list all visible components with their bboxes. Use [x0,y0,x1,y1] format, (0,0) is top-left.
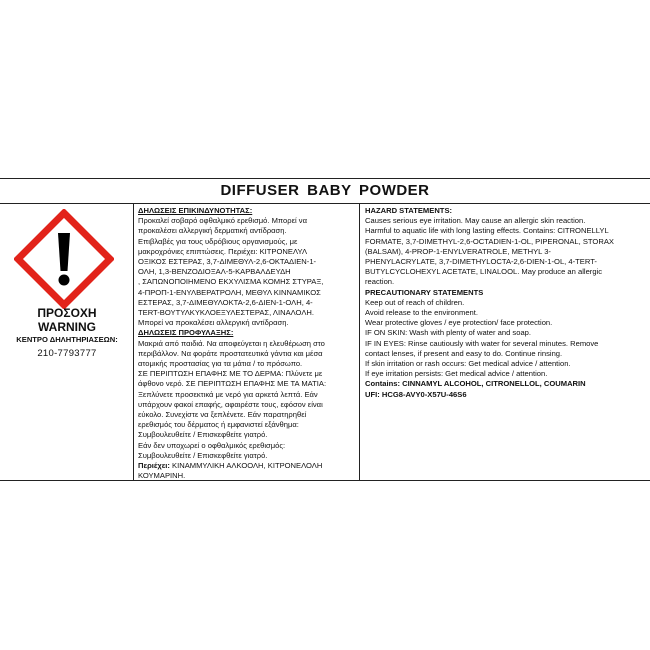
text-line: ατομικής προστασίας για τα μάτια / το πρόσωπο. [138,359,303,369]
text-line: ΣΕ ΠΕΡΙΠΤΩΣΗ ΕΠΑΦΗΣ ΜΕ ΤΟ ΔΕΡΜΑ: Πλύνετε με [138,369,323,379]
greek-contains-label: Περιέχει: [138,461,170,471]
text-line: FORMATE, 3,7-DIMETHYL-2,6-OCTADIEN-1-OL, PIPERONAL, STORAX [365,236,614,246]
product-title: DIFFUSER BABY POWDER [0,179,650,204]
text-line: προκαλέσει αλλεργική δερματική αντίδραση. [138,226,287,236]
text-line: (BALSAM), 4-PROP-1-ENYLVERATROLE, METHYL 3- [365,246,551,256]
text-line: 4-ΠΡΟΠ-1-ΕΝΥΛΒΕΡΑΤΡΟΛΗ, ΜΕΘΥΛ ΚΙΝΝΑΜΙΚΟΣ [138,287,321,297]
text-line: ΚΟΥΜΑΡΙΝΗ. [138,471,186,481]
text-line: ΕΣΤΕΡΑΣ, 3,7-ΔΙΜΕΘΥΛΟΚΤΑ-2,6-ΔΙΕΝ-1-ΟΛΗ, 4- [138,297,313,307]
text-line: BUTYLCYCLOHEXYL ACETATE, LINALOOL. May produce an allergic [365,267,603,277]
text-line: άφθονο νερό. ΣΕ ΠΕΡΙΠΤΩΣΗ ΕΠΑΦΗΣ ΜΕ ΤΑ ΜΑΤΙΑ: [138,379,327,389]
text-line: PHENYLACRYLATE, 3,7-DIMETHYLOCTA-2,6-DIEN-1-OL, 4-TERT- [365,257,597,267]
text-line: Wear protective gloves / eye protection/ face protection. [365,318,553,328]
text-line: Keep out of reach of children. [365,297,465,307]
text-line: Harmful to aquatic life with long lasting effects. Contains: CITRONELLYL [365,226,609,236]
ufi-code: UFI: HCG8-AVY0-X57U-46S6 [365,389,467,399]
text-line: ΟΞΙΚΟΣ ΕΣΤΕΡΑΣ, 3,7-ΔΙΜΕΘΥΛ-2,6-ΟΚΤΑΔΙΕΝ-1- [138,257,317,267]
text-line: Προκαλεί σοβαρό οφθαλμικό ερεθισμό. Μπορεί να [138,216,307,226]
signal-word-greek: ΠΡΟΣΟΧΗ [37,306,97,320]
text-line: ΟΛΗ, 1,3-ΒΕΝΖΟΔΙΟΞΑΛ-5-ΚΑΡΒΑΛΔΕΥΔΗ [138,267,291,277]
greek-contains-text: ΚΙΝΑΜΜΥΛΙΚΗ ΑΛΚΟΟΛΗ, ΚΙΤΡΟΝΕΛΟΛΗ [169,461,323,471]
text-line: Συμβουλευθείτε / Επισκεφθείτε γιατρό. [138,430,268,440]
text-line: If eye irritation persists: Get medical advice / attention. [365,369,548,379]
ghs-exclamation-mark-icon [14,209,114,309]
english-contains-line: Contains: CINNAMYL ALCOHOL, CITRONELLOL, COUMARIN [365,379,586,389]
greek-precaution-heading: ΔΗΛΩΣΕΙΣ ΠΡΟΦΥΛΑΞΗΣ: [138,328,234,338]
greek-statements-column [134,204,360,481]
text-line: Συμβουλευθείτε / Επισκεφθείτε γιατρό. [138,450,268,460]
text-line: Causes serious eye irritation. May cause an allergic skin reaction. [365,216,586,226]
text-line: Μπορεί να προκαλέσει αλλεργική αντίδραση. [138,318,289,328]
text-line: TERT-ΒΟΥΤΥΛΚΥΚΛΟΕΞΥΛΕΣΤΕΡΑΣ, ΛΙΝΑΛΟΛΗ. [138,308,314,318]
text-line: reaction. [365,277,395,287]
greek-contains-line [138,461,356,471]
text-line: μακροχρόνιες επιπτώσεις. Περιέχει: ΚΙΤΡΟΝΕΛΥΛ [138,246,308,256]
text-line: περιβάλλον. Να φοράτε προστατευτικά γάντια και μέσα [138,348,323,358]
text-line: Ξεπλύνετε προσεκτικά με νερό για αρκετά λεπτά. Εάν [138,389,318,399]
english-hazard-heading: HAZARD STATEMENTS: [365,206,453,215]
signal-word-english: WARNING [38,320,96,334]
product-label [0,178,650,481]
text-line: Avoid release to the environment. [365,308,478,318]
text-line: IF IN EYES: Rinse cautiously with water for several minutes. Remove [365,338,599,348]
text-line: If skin irritation or rash occurs: Get medical advice / attention. [365,359,571,369]
pictogram-column [0,204,134,481]
poison-center-number: 210-7793777 [37,348,97,359]
poison-center-label: ΚΕΝΤΡΟ ΔΗΛΗΤΗΡΙΑΣΕΩΝ: [16,335,118,344]
text-line: contact lenses, if present and easy to do. Continue rinsing. [365,348,563,358]
text-line: εύκολο. Συνεχίστε να ξεπλένετε. Εάν παρατηρηθεί [138,410,307,420]
text-line: , ΣΑΠΩΝΟΠΟΙΗΜΕΝΟ ΕΚΧΥΛΙΣΜΑ ΚΟΜΗΣ ΣΤΥΡΑΞ, [138,277,324,287]
text-line: Επιβλαβές για τους υδρόβιους οργανισμούς, με [138,236,298,246]
text-line: υπάρχουν φακοί επαφής, αφαιρέστε τους, εφόσον είναι [138,399,323,409]
english-precaution-heading: PRECAUTIONARY STATEMENTS [365,287,484,297]
text-line: ερεθισμός του δέρματος ή εμφανιστεί εξάνθημα: [138,420,299,430]
greek-hazard-heading: ΔΗΛΩΣΕΙΣ ΕΠΙΚΙΝΔΥΝΟΤΗΤΑΣ: [138,206,253,215]
text-line: Μακριά από παιδιά. Να αποφεύγεται η ελευθέρωση στο [138,338,325,348]
text-line: Εάν δεν υποχωρεί ο οφθαλμικός ερεθισμός: [138,440,286,450]
text-line: IF ON SKIN: Wash with plenty of water and soap. [365,328,532,338]
english-statements-column [360,204,650,481]
